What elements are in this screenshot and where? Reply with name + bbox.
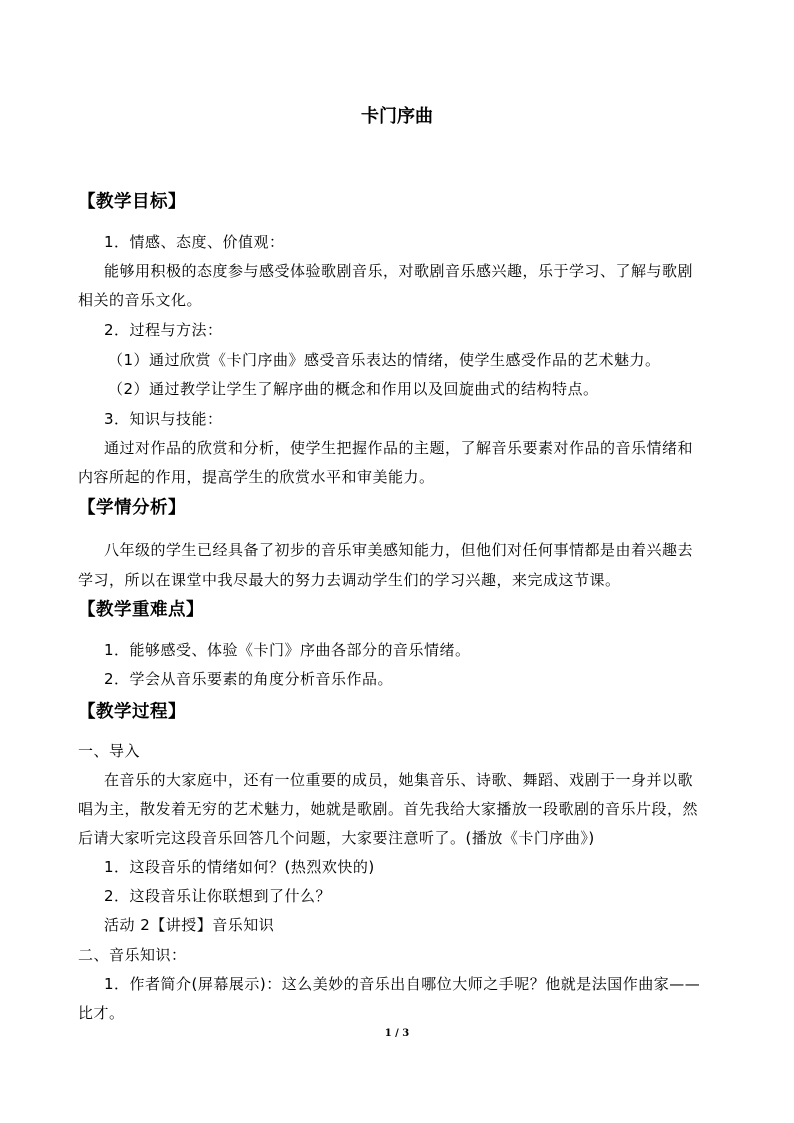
process-part-2-item-1-line-1: 1．作者简介(屏幕展示)：这么美妙的音乐出自哪位大师之手呢？他就是法国作曲家—— <box>104 975 701 993</box>
document-title: 卡门序曲 <box>361 106 433 127</box>
goals-item-3: 3．知识与技能： <box>104 410 223 428</box>
section-heading-key-points: 【教学重难点】 <box>78 600 204 620</box>
process-part-1-text-line-3: 后请大家听完这段音乐回答几个问题，大家要注意听了。(播放《卡门序曲》) <box>78 829 595 847</box>
process-question-2: 2．这段音乐让你联想到了什么？ <box>104 887 332 905</box>
process-part-1-text-line-2: 唱为主，散发着无穷的艺术魅力，她就是歌剧。首先我给大家播放一段歌剧的音乐片段，然 <box>78 800 699 818</box>
section-heading-goals: 【教学目标】 <box>78 192 186 212</box>
process-part-1-text-line-1: 在音乐的大家庭中，还有一位重要的成员，她集音乐、诗歌、舞蹈、戏剧于一身并以歌 <box>104 771 694 789</box>
goals-item-2-a: （1）通过欣赏《卡门序曲》感受音乐表达的情绪，使学生感受作品的艺术魅力。 <box>108 351 661 369</box>
section-heading-process: 【教学过程】 <box>78 702 186 722</box>
goals-item-3-text-line-2: 内容所起的作用，提高学生的欣赏水平和审美能力。 <box>78 468 435 486</box>
page-number: 1 / 3 <box>384 1028 410 1039</box>
goals-item-1-text-line-2: 相关的音乐文化。 <box>78 291 203 309</box>
key-points-item-2: 2．学会从音乐要素的角度分析音乐作品。 <box>104 670 394 688</box>
process-part-2-item-1-line-2: 比才。 <box>78 1004 125 1022</box>
analysis-text-line-2: 学习，所以在课堂中我尽最大的努力去调动学生们的学习兴趣，来完成这节课。 <box>78 571 621 589</box>
process-question-1: 1．这段音乐的情绪如何？(热烈欢快的) <box>104 858 375 876</box>
goals-item-2-b: （2）通过教学让学生了解序曲的概念和作用以及回旋曲式的结构特点。 <box>108 380 599 398</box>
goals-item-1-text-line-1: 能够用积极的态度参与感受体验歌剧音乐，对歌剧音乐感兴趣，乐于学习、了解与歌剧 <box>104 262 694 280</box>
process-activity-label: 活动 2【讲授】音乐知识 <box>104 916 275 934</box>
process-part-1-title: 一、导入 <box>78 742 141 760</box>
analysis-text-line-1: 八年级的学生已经具备了初步的音乐审美感知能力，但他们对任何事情都是由着兴趣去 <box>104 541 694 559</box>
goals-item-3-text-line-1: 通过对作品的欣赏和分析，使学生把握作品的主题，了解音乐要素对作品的音乐情绪和 <box>104 439 694 457</box>
goals-item-2: 2．过程与方法： <box>104 321 223 339</box>
key-points-item-1: 1．能够感受、体验《卡门》序曲各部分的音乐情绪。 <box>104 641 471 659</box>
section-heading-analysis: 【学情分析】 <box>78 498 186 518</box>
process-part-2-title: 二、音乐知识： <box>78 946 187 964</box>
goals-item-1: 1．情感、态度、价值观： <box>104 233 285 251</box>
